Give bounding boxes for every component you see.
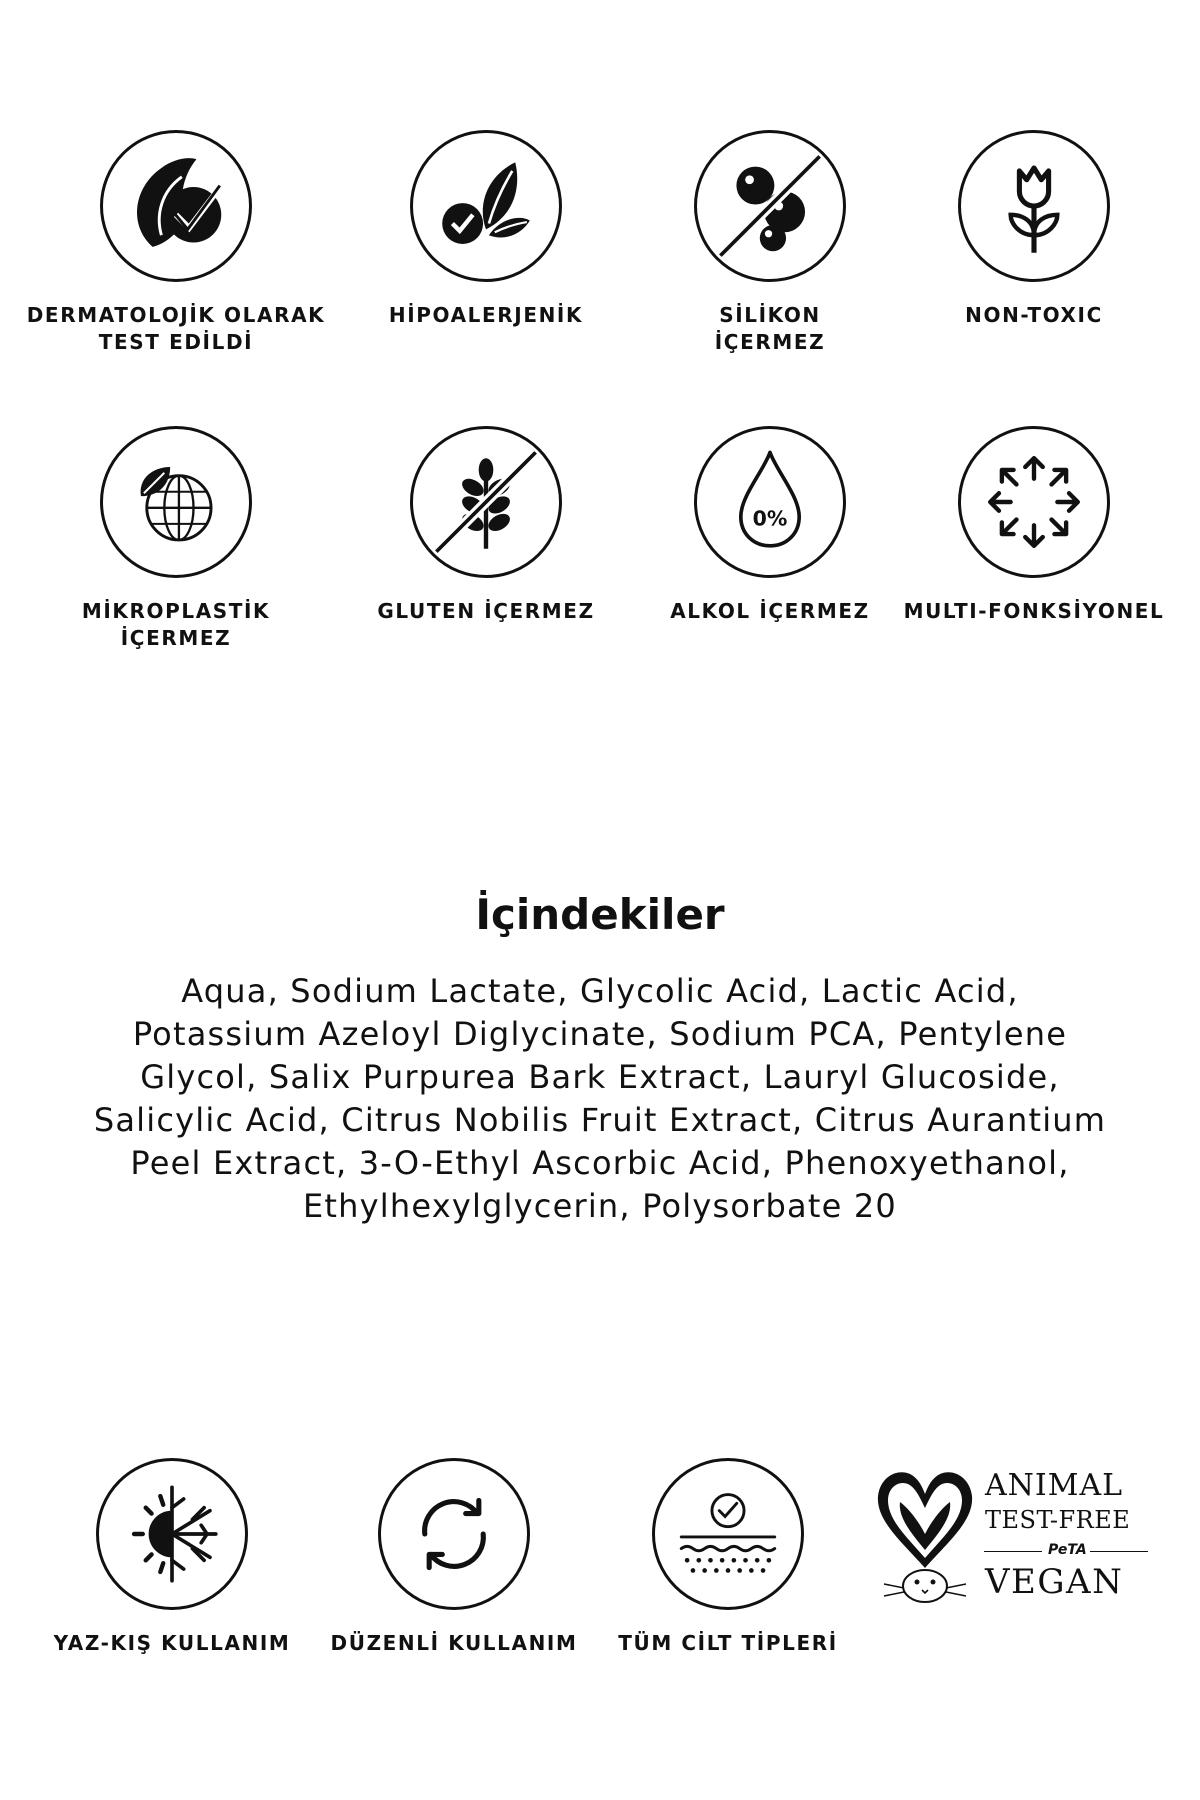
leaves-check-icon: [410, 130, 562, 282]
vegan-badge-line1: ANIMAL: [985, 1468, 1124, 1503]
badge-label: DÜZENLİ KULLANIM: [330, 1631, 578, 1655]
ingredients-title: İçindekiler: [475, 890, 725, 939]
badge-label: HİPOALERJENİK: [388, 303, 584, 327]
drop-zero-percent-icon: [694, 426, 846, 578]
expand-arrows-icon: [958, 426, 1110, 578]
flower-icon: [958, 130, 1110, 282]
badge-label: TÜM CİLT TİPLERİ: [618, 1631, 838, 1655]
vegan-badge-line2: TEST-FREE: [985, 1506, 1131, 1534]
badge-label: YAZ-KIŞ KULLANIM: [53, 1631, 291, 1655]
badge-label: DERMATOLOJİK OLARAK TEST EDİLDİ: [26, 303, 326, 354]
peta-bunny-heart-icon: [870, 1460, 980, 1610]
vegan-badge-divider-left: [984, 1551, 1042, 1552]
vegan-badge-peta: PeTA: [1048, 1542, 1087, 1558]
ingredients-list: Aqua, Sodium Lactate, Glycolic Acid, Lactic Acid, Potassium Azeloyl Diglycinate, Sodium PCA, Pentylene Glycol, Salix Purpurea Bark Extract, Lauryl Glucoside, Salicylic Acid, Citrus Nobilis Fruit Extract, Citrus Aurantium Peel Extract, 3-O-Ethyl Ascorbic Acid, Phenoxyethanol, Ethylhexylglycerin, Polysorbate 20: [93, 972, 1107, 1225]
drop-percent-text: 0%: [752, 506, 788, 531]
badge-label: NON-TOXIC: [965, 303, 1103, 327]
sun-snowflake-icon: [96, 1458, 248, 1610]
badge-label: ALKOL İÇERMEZ: [670, 599, 870, 623]
skin-layers-check-icon: [652, 1458, 804, 1610]
badge-label: MULTI-FONKSİYONEL: [903, 599, 1165, 623]
vegan-badge-divider-right: [1090, 1551, 1148, 1552]
badge-label: MİKROPLASTİK İÇERMEZ: [81, 599, 271, 650]
badge-label: SİLİKON İÇERMEZ: [714, 303, 826, 354]
globe-leaf-icon: [100, 426, 252, 578]
badge-label: GLUTEN İÇERMEZ: [377, 599, 595, 623]
refresh-cycle-icon: [378, 1458, 530, 1610]
leaf-check-icon: [100, 130, 252, 282]
peta-vegan-badge: [870, 1460, 1150, 1610]
vegan-badge-line4: VEGAN: [985, 1562, 1124, 1602]
no-gluten-wheat-icon: [410, 426, 562, 578]
no-silicone-icon: [694, 130, 846, 282]
